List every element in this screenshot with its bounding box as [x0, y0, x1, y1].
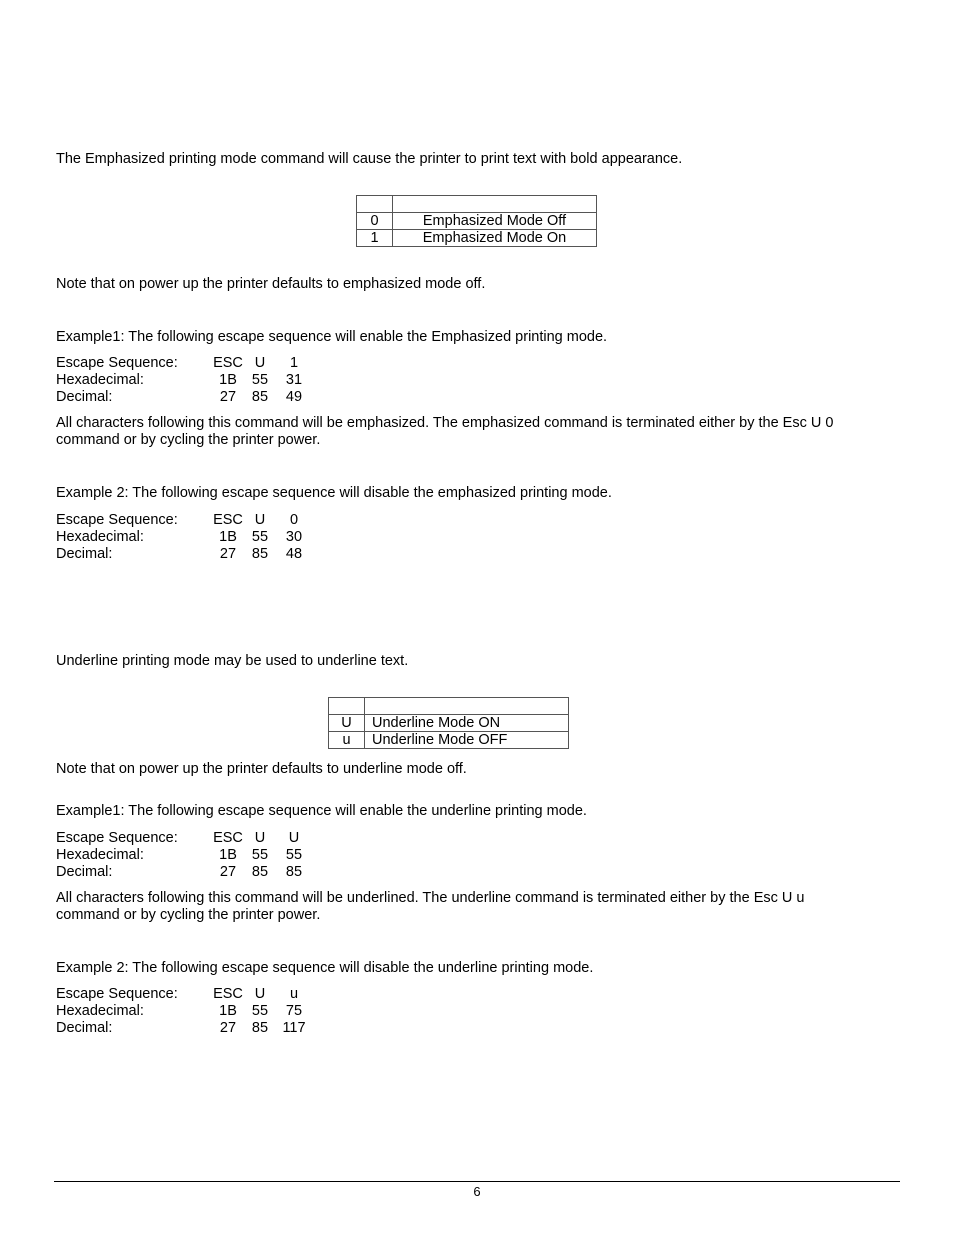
sequence-byte: ESC [213, 986, 243, 1002]
sequence-byte: 27 [219, 546, 237, 562]
sequence-byte: 85 [285, 864, 303, 880]
sequence-byte: 27 [219, 864, 237, 880]
sequence-byte: 85 [251, 864, 269, 880]
underline-example2-title: Example 2: The following escape sequence will disable the underline printing mode. [56, 960, 594, 976]
emphasized-example1-sequence [56, 355, 316, 406]
mode-value-cell: u [329, 732, 365, 749]
sequence-row [56, 389, 316, 406]
emphasized-example2-sequence [56, 512, 316, 563]
sequence-byte: u [289, 986, 299, 1002]
page-number: 6 [473, 1184, 481, 1199]
sequence-row [56, 864, 316, 881]
table-header-cell [393, 196, 597, 213]
table-row [357, 230, 597, 247]
sequence-label: Hexadecimal: [56, 372, 144, 388]
emphasized-mode-table [356, 195, 597, 247]
mode-desc-cell: Emphasized Mode Off [393, 213, 597, 230]
sequence-byte: 31 [285, 372, 303, 388]
sequence-byte: U [254, 830, 266, 846]
emphasized-intro: The Emphasized printing mode command will cause the printer to print text with bold appearance. [56, 151, 683, 167]
sequence-byte: U [254, 986, 266, 1002]
sequence-byte: ESC [213, 830, 243, 846]
sequence-row [56, 355, 316, 372]
sequence-byte: 27 [219, 389, 237, 405]
emphasized-note: Note that on power up the printer defaults to emphasized mode off. [56, 276, 486, 292]
table-header-cell [365, 698, 569, 715]
sequence-byte: ESC [213, 512, 243, 528]
sequence-label: Decimal: [56, 546, 113, 562]
sequence-row [56, 847, 316, 864]
sequence-label: Hexadecimal: [56, 1003, 144, 1019]
underline-note: Note that on power up the printer defaults to underline mode off. [56, 761, 467, 777]
sequence-byte: 1B [219, 529, 237, 545]
sequence-label: Escape Sequence: [56, 355, 178, 371]
sequence-byte: 75 [285, 1003, 303, 1019]
sequence-row [56, 529, 316, 546]
mode-desc-cell: Underline Mode ON [365, 715, 569, 732]
sequence-label: Decimal: [56, 864, 113, 880]
sequence-row [56, 512, 316, 529]
sequence-byte: ESC [213, 355, 243, 371]
sequence-byte: 1B [219, 372, 237, 388]
underline-mode-table [328, 697, 569, 749]
sequence-label: Hexadecimal: [56, 847, 144, 863]
sequence-byte: U [288, 830, 300, 846]
sequence-byte: 117 [282, 1020, 306, 1036]
mode-desc-cell: Underline Mode OFF [365, 732, 569, 749]
sequence-byte: U [254, 512, 266, 528]
sequence-label: Escape Sequence: [56, 986, 178, 1002]
table-header-row [357, 196, 597, 213]
mode-desc-cell: Emphasized Mode On [393, 230, 597, 247]
underline-example1-title: Example1: The following escape sequence will enable the underline printing mode. [56, 803, 587, 819]
mode-value-cell: 0 [357, 213, 393, 230]
sequence-label: Decimal: [56, 389, 113, 405]
table-row [357, 213, 597, 230]
table-header-cell [357, 196, 393, 213]
sequence-byte: 27 [219, 1020, 237, 1036]
sequence-byte: U [254, 355, 266, 371]
underline-example1-explanation: All characters following this command will be underlined. The underline command is terminated either by the Esc U u command or by cycling the printer power. [56, 890, 805, 923]
underline-example1-sequence [56, 830, 316, 881]
sequence-label: Escape Sequence: [56, 512, 178, 528]
sequence-row [56, 372, 316, 389]
sequence-label: Decimal: [56, 1020, 113, 1036]
sequence-row [56, 830, 316, 847]
sequence-byte: 85 [251, 389, 269, 405]
table-row [329, 732, 569, 749]
table-row [329, 715, 569, 732]
sequence-byte: 55 [251, 847, 269, 863]
underline-example2-sequence [56, 986, 316, 1037]
sequence-row [56, 1003, 316, 1020]
underline-intro: Underline printing mode may be used to underline text. [56, 653, 409, 669]
sequence-byte: 1B [219, 1003, 237, 1019]
sequence-row [56, 1020, 316, 1037]
sequence-byte: 1B [219, 847, 237, 863]
emphasized-example1-title: Example1: The following escape sequence will enable the Emphasized printing mode. [56, 329, 608, 345]
sequence-byte: 55 [251, 529, 269, 545]
footer-divider [54, 1181, 900, 1182]
table-header-cell [329, 698, 365, 715]
sequence-byte: 0 [289, 512, 299, 528]
sequence-row [56, 986, 316, 1003]
sequence-byte: 55 [251, 1003, 269, 1019]
sequence-label: Hexadecimal: [56, 529, 144, 545]
sequence-row [56, 546, 316, 563]
sequence-byte: 30 [285, 529, 303, 545]
sequence-byte: 49 [285, 389, 303, 405]
sequence-byte: 48 [285, 546, 303, 562]
sequence-byte: 85 [251, 546, 269, 562]
sequence-byte: 55 [285, 847, 303, 863]
sequence-byte: 55 [251, 372, 269, 388]
emphasized-example1-explanation: All characters following this command will be emphasized. The emphasized command is terminated either by the Esc U 0 command or by cycling the printer power. [56, 415, 834, 448]
table-header-row [329, 698, 569, 715]
sequence-byte: 85 [251, 1020, 269, 1036]
mode-value-cell: U [329, 715, 365, 732]
sequence-byte: 1 [289, 355, 299, 371]
mode-value-cell: 1 [357, 230, 393, 247]
emphasized-example2-title: Example 2: The following escape sequence will disable the emphasized printing mode. [56, 485, 612, 501]
sequence-label: Escape Sequence: [56, 830, 178, 846]
